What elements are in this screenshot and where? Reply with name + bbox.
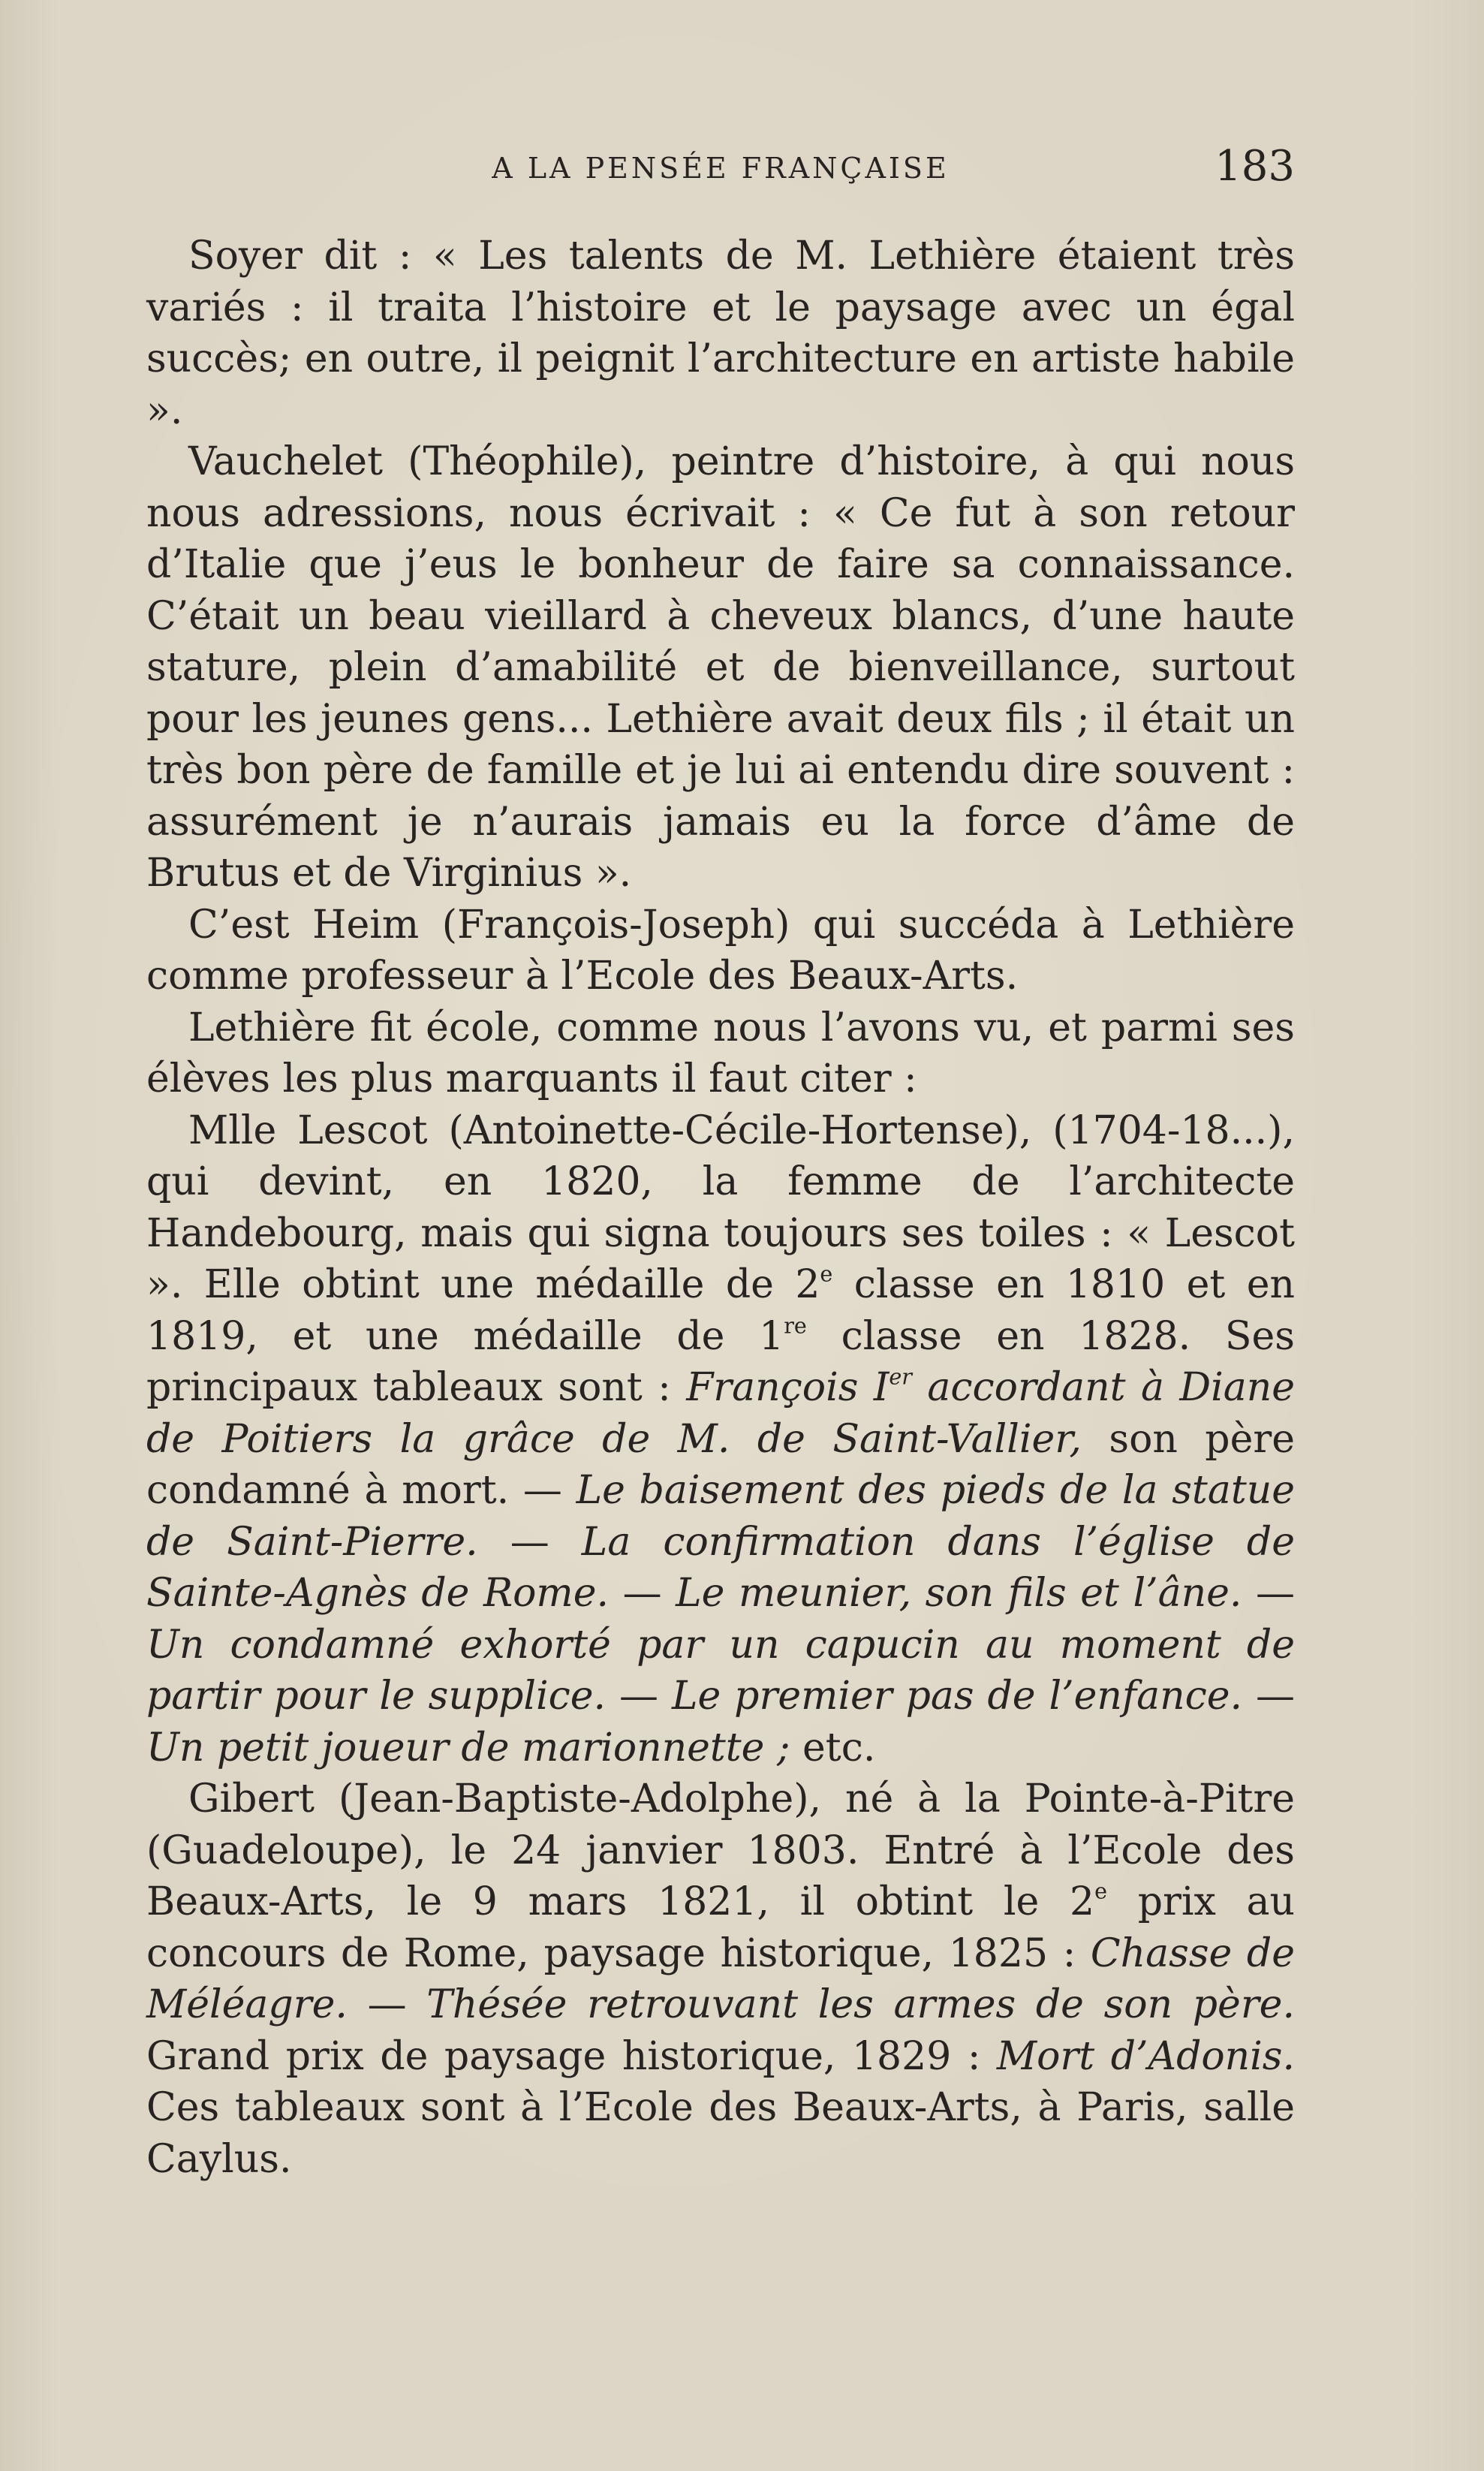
superscript: re [784, 1312, 807, 1339]
superscript: er [889, 1364, 912, 1390]
paragraph [146, 1105, 1295, 1774]
italic-title: Chasse de Méléagre. [146, 1930, 1295, 2027]
running-title: A LA PENSÉE FRANÇAISE [492, 152, 950, 185]
italic-title: François I [686, 1365, 889, 1410]
paragraph [146, 1002, 1295, 1105]
text-run: classe en 1828. Ses principaux tableaux sont : [146, 1313, 1295, 1410]
italic-title: accordant à Diane de Poitiers la grâce de M. de Saint-Vallier, [146, 1365, 1295, 1462]
text-run: — [477, 1519, 582, 1565]
text-run: Gibert (Jean-Baptiste-Adolphe), né à la Pointe-à-Pitre (Guadeloupe), le 24 janvier 1803. Entré à l’Ecole des Beaux-Arts, le 9 mars 1821, il obtint le 2 [146, 1776, 1295, 1924]
text-run: — [1242, 1674, 1296, 1719]
text-run: son père condamné à mort. — [146, 1416, 1295, 1513]
italic-title: La confirmation dans l’église de Sainte-Agnès de Rome. [146, 1519, 1295, 1616]
text-run: etc. [790, 1725, 876, 1770]
italic-title: Le baisement des pieds de la statue de Saint-Pierre. [146, 1468, 1295, 1565]
paragraph [146, 231, 1295, 436]
page-number: 183 [1215, 142, 1295, 191]
italic-title: Le meunier, son fils et l’âne. [676, 1571, 1242, 1616]
text-run: Soyer dit : « Les talents de M. Lethière étaient très variés : il traita l’histoire et le paysage avec un égal succès; en outre, il peignit l’architecture en artiste habile ». [146, 234, 1295, 433]
text-run: — [606, 1674, 672, 1719]
body-text [146, 231, 1295, 2185]
paragraph [146, 1773, 1295, 2185]
text-run: — [1242, 1571, 1296, 1616]
text-run: Grand prix de paysage historique, 1829 : [146, 2033, 997, 2079]
paragraph [146, 900, 1295, 1002]
italic-title: Thésée retrouvant les armes de son père. [426, 1982, 1295, 2027]
italic-title: Un condamné exhorté par un capucin au moment de partir pour le supplice. [146, 1622, 1295, 1719]
italic-title: Le premier pas de l’enfance. [671, 1674, 1243, 1719]
superscript: e [1094, 1878, 1107, 1904]
superscript: e [820, 1261, 833, 1287]
text-run: — [609, 1571, 676, 1616]
text-run: Lethière fit école, comme nous l’avons vu, et parmi ses élèves les plus marquants il faut citer : [146, 1005, 1295, 1101]
text-run: C’est Heim (François-Joseph) qui succéda à Lethière comme professeur à l’Ecole des Beaux-Arts. [146, 902, 1295, 999]
text-run: Ces tableaux sont à l’Ecole des Beaux-Arts, à Paris, salle Caylus. [146, 2085, 1295, 2182]
text-run: — [347, 1982, 427, 2027]
text-run: Mlle Lescot (Antoinette-Cécile-Hortense), (1704-18...), qui devint, en 1820, la femme de l’architecte Handebourg, mais qui signa toujours ses toiles : « Lescot ». Elle obtint une médaille de 2 [146, 1107, 1295, 1307]
paragraph [146, 436, 1295, 900]
italic-title: Mort d’Adonis. [996, 2033, 1296, 2079]
text-run: classe en 1810 et en 1819, et une médaille de 1 [146, 1262, 1295, 1359]
text-run: prix au concours de Rome, paysage historique, 1825 : [146, 1879, 1295, 1976]
italic-title: Un petit joueur de marionnette ; [146, 1725, 790, 1770]
text-run: Vauchelet (Théophile), peintre d’histoire, à qui nous nous adressions, nous écrivait : « Ce fut à son retour d’Italie que j’eus le bonheur de faire sa connaissance. C’était un beau vieillard à cheveux blancs, d’une haute stature, plein d’amabilité et de bienveillance, surtout pour les jeunes gens... Lethière avait deux fils ; il était un très bon père de famille et je lui ai entendu dire souvent : assurément je n’aurais jamais eu la force d’âme de Brutus et de Virginius ». [146, 439, 1295, 896]
running-head [146, 144, 1295, 192]
